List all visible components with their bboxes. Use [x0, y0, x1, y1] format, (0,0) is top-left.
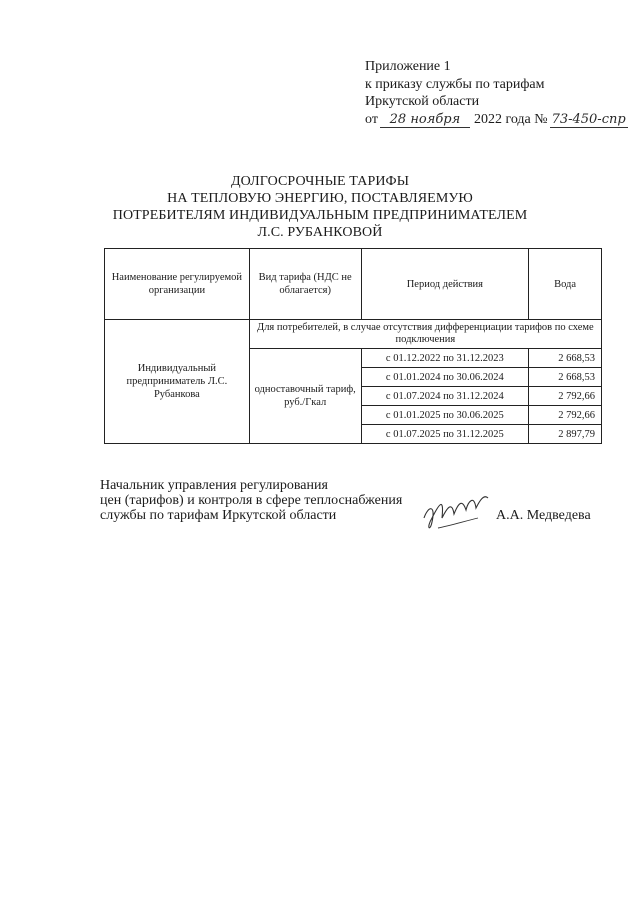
title-line-4: Л.С. РУБАНКОВОЙ	[257, 225, 383, 240]
tariff-table	[104, 248, 602, 444]
handwritten-date: 28 ноября	[380, 112, 470, 128]
title-line-1: ДОЛГОСРОЧНЫЕ ТАРИФЫ	[230, 174, 410, 189]
tariff-kind-cell: одноставочный тариф, руб./Гкал	[249, 349, 361, 444]
signature-block	[100, 478, 402, 523]
title-line-2: НА ТЕПЛОВУЮ ЭНЕРГИЮ, ПОСТАВЛЯЕМУЮ	[167, 191, 473, 206]
table-row	[105, 320, 602, 349]
header-tariff-type: Вид тарифа (НДС не облагается)	[249, 249, 361, 320]
attachment-line-2: к приказу службы по тарифам	[365, 76, 545, 92]
period-cell: с 01.12.2022 по 31.12.2023	[361, 349, 529, 368]
period-cell: с 01.07.2025 по 31.12.2025	[361, 425, 529, 444]
attachment-line-1: Приложение 1	[365, 59, 451, 74]
attachment-line-3: Иркутской области	[365, 94, 480, 109]
header-organization: Наименование регулируемой организации	[105, 249, 250, 320]
value-cell: 2 792,66	[529, 406, 602, 425]
organization-cell: Индивидуальный предприниматель Л.С. Рубанкова	[105, 320, 250, 444]
year-label: 2022 года №	[473, 111, 548, 127]
title-line-3: ПОТРЕБИТЕЛЯМ ИНДИВИДУАЛЬНЫМ ПРЕДПРИНИМАТЕЛЕМ	[112, 208, 528, 223]
handwritten-order-number: 73-450-спр	[551, 111, 626, 127]
value-cell: 2 668,53	[529, 368, 602, 387]
period-cell: с 01.07.2024 по 31.12.2024	[361, 387, 529, 406]
order-date-row	[365, 111, 628, 129]
from-label: от	[365, 111, 378, 127]
value-cell: 2 792,66	[529, 387, 602, 406]
value-cell: 2 668,53	[529, 349, 602, 368]
handwritten-signature	[418, 488, 498, 542]
period-cell: с 01.01.2024 по 30.06.2024	[361, 368, 529, 387]
signer-name: А.А. Медведева	[496, 508, 591, 523]
signer-position-line-3: службы по тарифам Иркутской области	[100, 508, 337, 523]
document-title	[80, 173, 560, 241]
header-period: Период действия	[361, 249, 529, 320]
signer-position-line-1: Начальник управления регулирования	[100, 478, 328, 493]
value-cell: 2 897,79	[529, 425, 602, 444]
period-cell: с 01.01.2025 по 30.06.2025	[361, 406, 529, 425]
signer-position-line-2: цен (тарифов) и контроля в сфере теплоснабжения	[100, 493, 403, 508]
consumer-note-cell: Для потребителей, в случае отсутствия дифференциации тарифов по схеме подключения	[249, 320, 601, 349]
header-water: Вода	[529, 249, 602, 320]
attachment-header	[365, 58, 628, 128]
table-header-row	[105, 249, 602, 320]
